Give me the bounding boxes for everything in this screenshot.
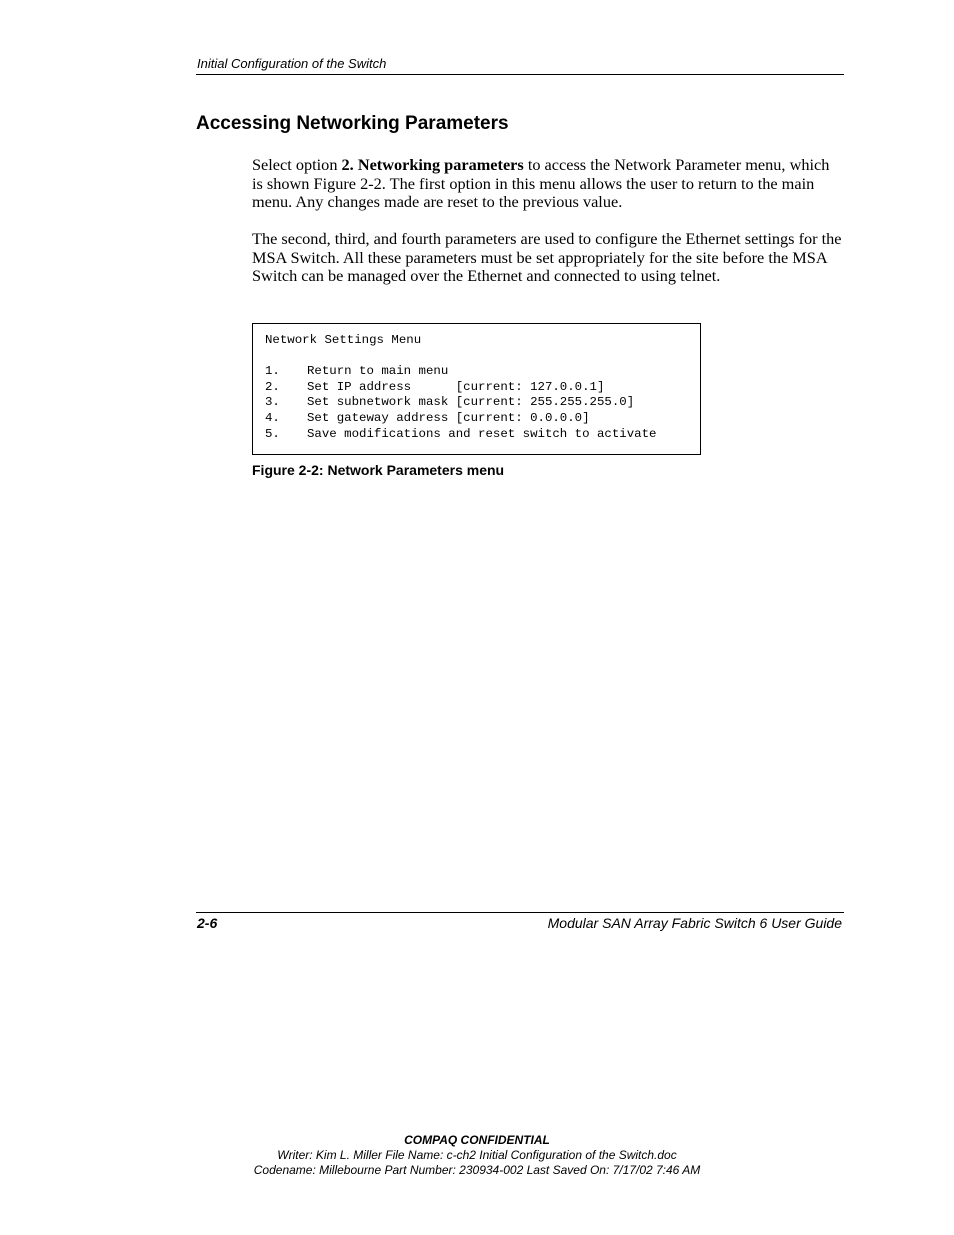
menu-item-number: 5. xyxy=(265,427,280,441)
header-rule xyxy=(196,74,844,75)
page-number: 2-6 xyxy=(197,915,218,931)
section-heading: Accessing Networking Parameters xyxy=(196,113,509,134)
confidential-notice xyxy=(0,1133,954,1178)
para1-lead-text: Select option xyxy=(252,155,342,174)
menu-item-label: Return to main menu xyxy=(307,364,449,378)
menu-item-label: Save modifications and reset switch to activate xyxy=(307,427,657,441)
running-header: Initial Configuration of the Switch xyxy=(197,56,387,71)
codename-info: Codename: Millebourne Part Number: 230934-002 Last Saved On: 7/17/02 7:46 AM xyxy=(253,1163,701,1177)
menu-item-label: Set subnetwork mask [current: 255.255.255.0] xyxy=(307,395,635,409)
writer-info: Writer: Kim L. Miller File Name: c-ch2 Initial Configuration of the Switch.doc xyxy=(277,1148,677,1162)
menu-item-number: 2. xyxy=(265,379,280,394)
menu-item-label: Set IP address [current: 127.0.0.1] xyxy=(307,379,605,394)
menu-item-subnet-mask xyxy=(265,395,634,410)
ethernet-paragraph: The second, third, and fourth parameters are used to configure the Ethernet settings for the MSA Switch. All these parameters must be set appropriately for the site before the MSA Switch can be managed over the Ethernet and connected to using telnet. xyxy=(252,229,842,286)
figure-caption: Figure 2-2: Network Parameters menu xyxy=(252,462,505,478)
menu-item-return xyxy=(265,364,448,379)
terminal-menu-title: Network Settings Menu xyxy=(265,333,422,347)
menu-item-number: 1. xyxy=(265,364,280,378)
footer-rule xyxy=(196,912,844,913)
confidential-label: COMPAQ CONFIDENTIAL xyxy=(404,1133,550,1147)
intro-paragraph xyxy=(252,156,844,212)
menu-item-number: 3. xyxy=(265,395,280,409)
terminal-screen xyxy=(252,323,701,455)
menu-item-label: Set gateway address [current: 0.0.0.0] xyxy=(307,411,590,425)
menu-item-save-reset xyxy=(265,427,656,442)
menu-item-number: 4. xyxy=(265,411,280,425)
option-name: 2. Networking parameters xyxy=(341,155,524,174)
book-title: Modular SAN Array Fabric Switch 6 User Guide xyxy=(547,915,842,931)
menu-item-ip-address xyxy=(265,380,604,395)
para1-rest-text: to access the Network Parameter menu, which is shown Figure 2-2. The first option in this menu allows the user to return to the main menu. Any changes made are reset to the previous value. xyxy=(252,155,830,212)
menu-item-gateway xyxy=(265,411,590,426)
